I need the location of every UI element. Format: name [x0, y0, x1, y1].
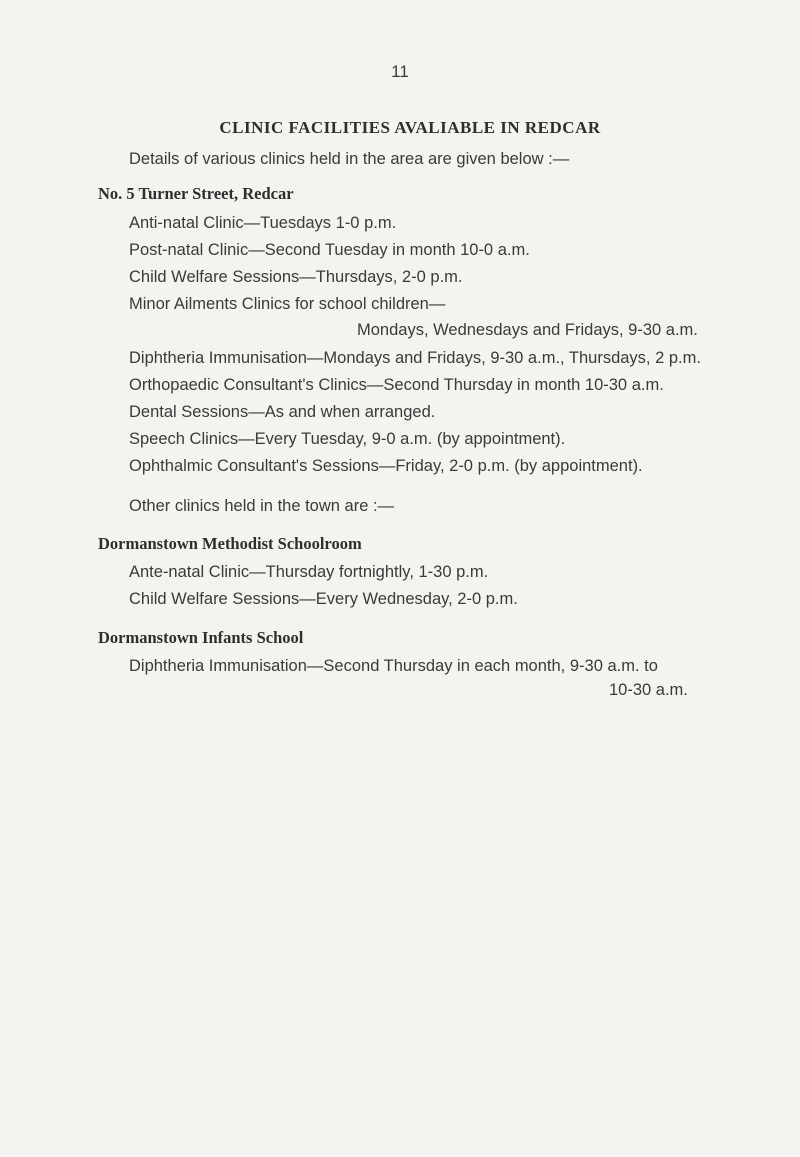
section-heading-methodist-schoolroom: Dormanstown Methodist Schoolroom — [98, 534, 362, 553]
clinic-line: Orthopaedic Consultant's Clinics—Second Thursday in month 10-30 a.m. — [129, 376, 664, 394]
intro-text: Details of various clinics held in the area are given below :— — [129, 150, 570, 168]
clinic-line: Speech Clinics—Every Tuesday, 9-0 a.m. (by appointment). — [129, 430, 566, 448]
clinic-line-continuation: Mondays, Wednesdays and Fridays, 9-30 a.m. — [357, 321, 698, 339]
clinic-line: Minor Ailments Clinics for school children— — [129, 295, 446, 313]
clinic-line: Child Welfare Sessions—Thursdays, 2-0 p.m. — [129, 268, 463, 286]
clinic-line: Ophthalmic Consultant's Sessions—Friday, 2-0 p.m. (by appointment). — [129, 457, 643, 475]
clinic-line: Child Welfare Sessions—Every Wednesday, 2-0 p.m. — [129, 590, 518, 608]
document-title: CLINIC FACILITIES AVALIABLE IN REDCAR — [219, 118, 601, 137]
other-clinics-intro: Other clinics held in the town are :— — [129, 497, 395, 515]
clinic-line: Post-natal Clinic—Second Tuesday in month 10-0 a.m. — [129, 241, 530, 259]
clinic-line: Ante-natal Clinic—Thursday fortnightly, 1-30 p.m. — [129, 563, 489, 581]
section-heading-turner-street: No. 5 Turner Street, Redcar — [98, 184, 294, 203]
section-heading-infants-school: Dormanstown Infants School — [98, 628, 304, 647]
page-number: 11 — [391, 62, 409, 81]
clinic-line: Anti-natal Clinic—Tuesdays 1-0 p.m. — [129, 214, 397, 232]
clinic-line: Dental Sessions—As and when arranged. — [129, 403, 436, 421]
clinic-line: Diphtheria Immunisation—Mondays and Fridays, 9-30 a.m., Thursdays, 2 p.m. — [129, 349, 701, 367]
clinic-line: Diphtheria Immunisation—Second Thursday in each month, 9-30 a.m. to — [129, 657, 658, 675]
clinic-line-continuation: 10-30 a.m. — [609, 681, 688, 699]
